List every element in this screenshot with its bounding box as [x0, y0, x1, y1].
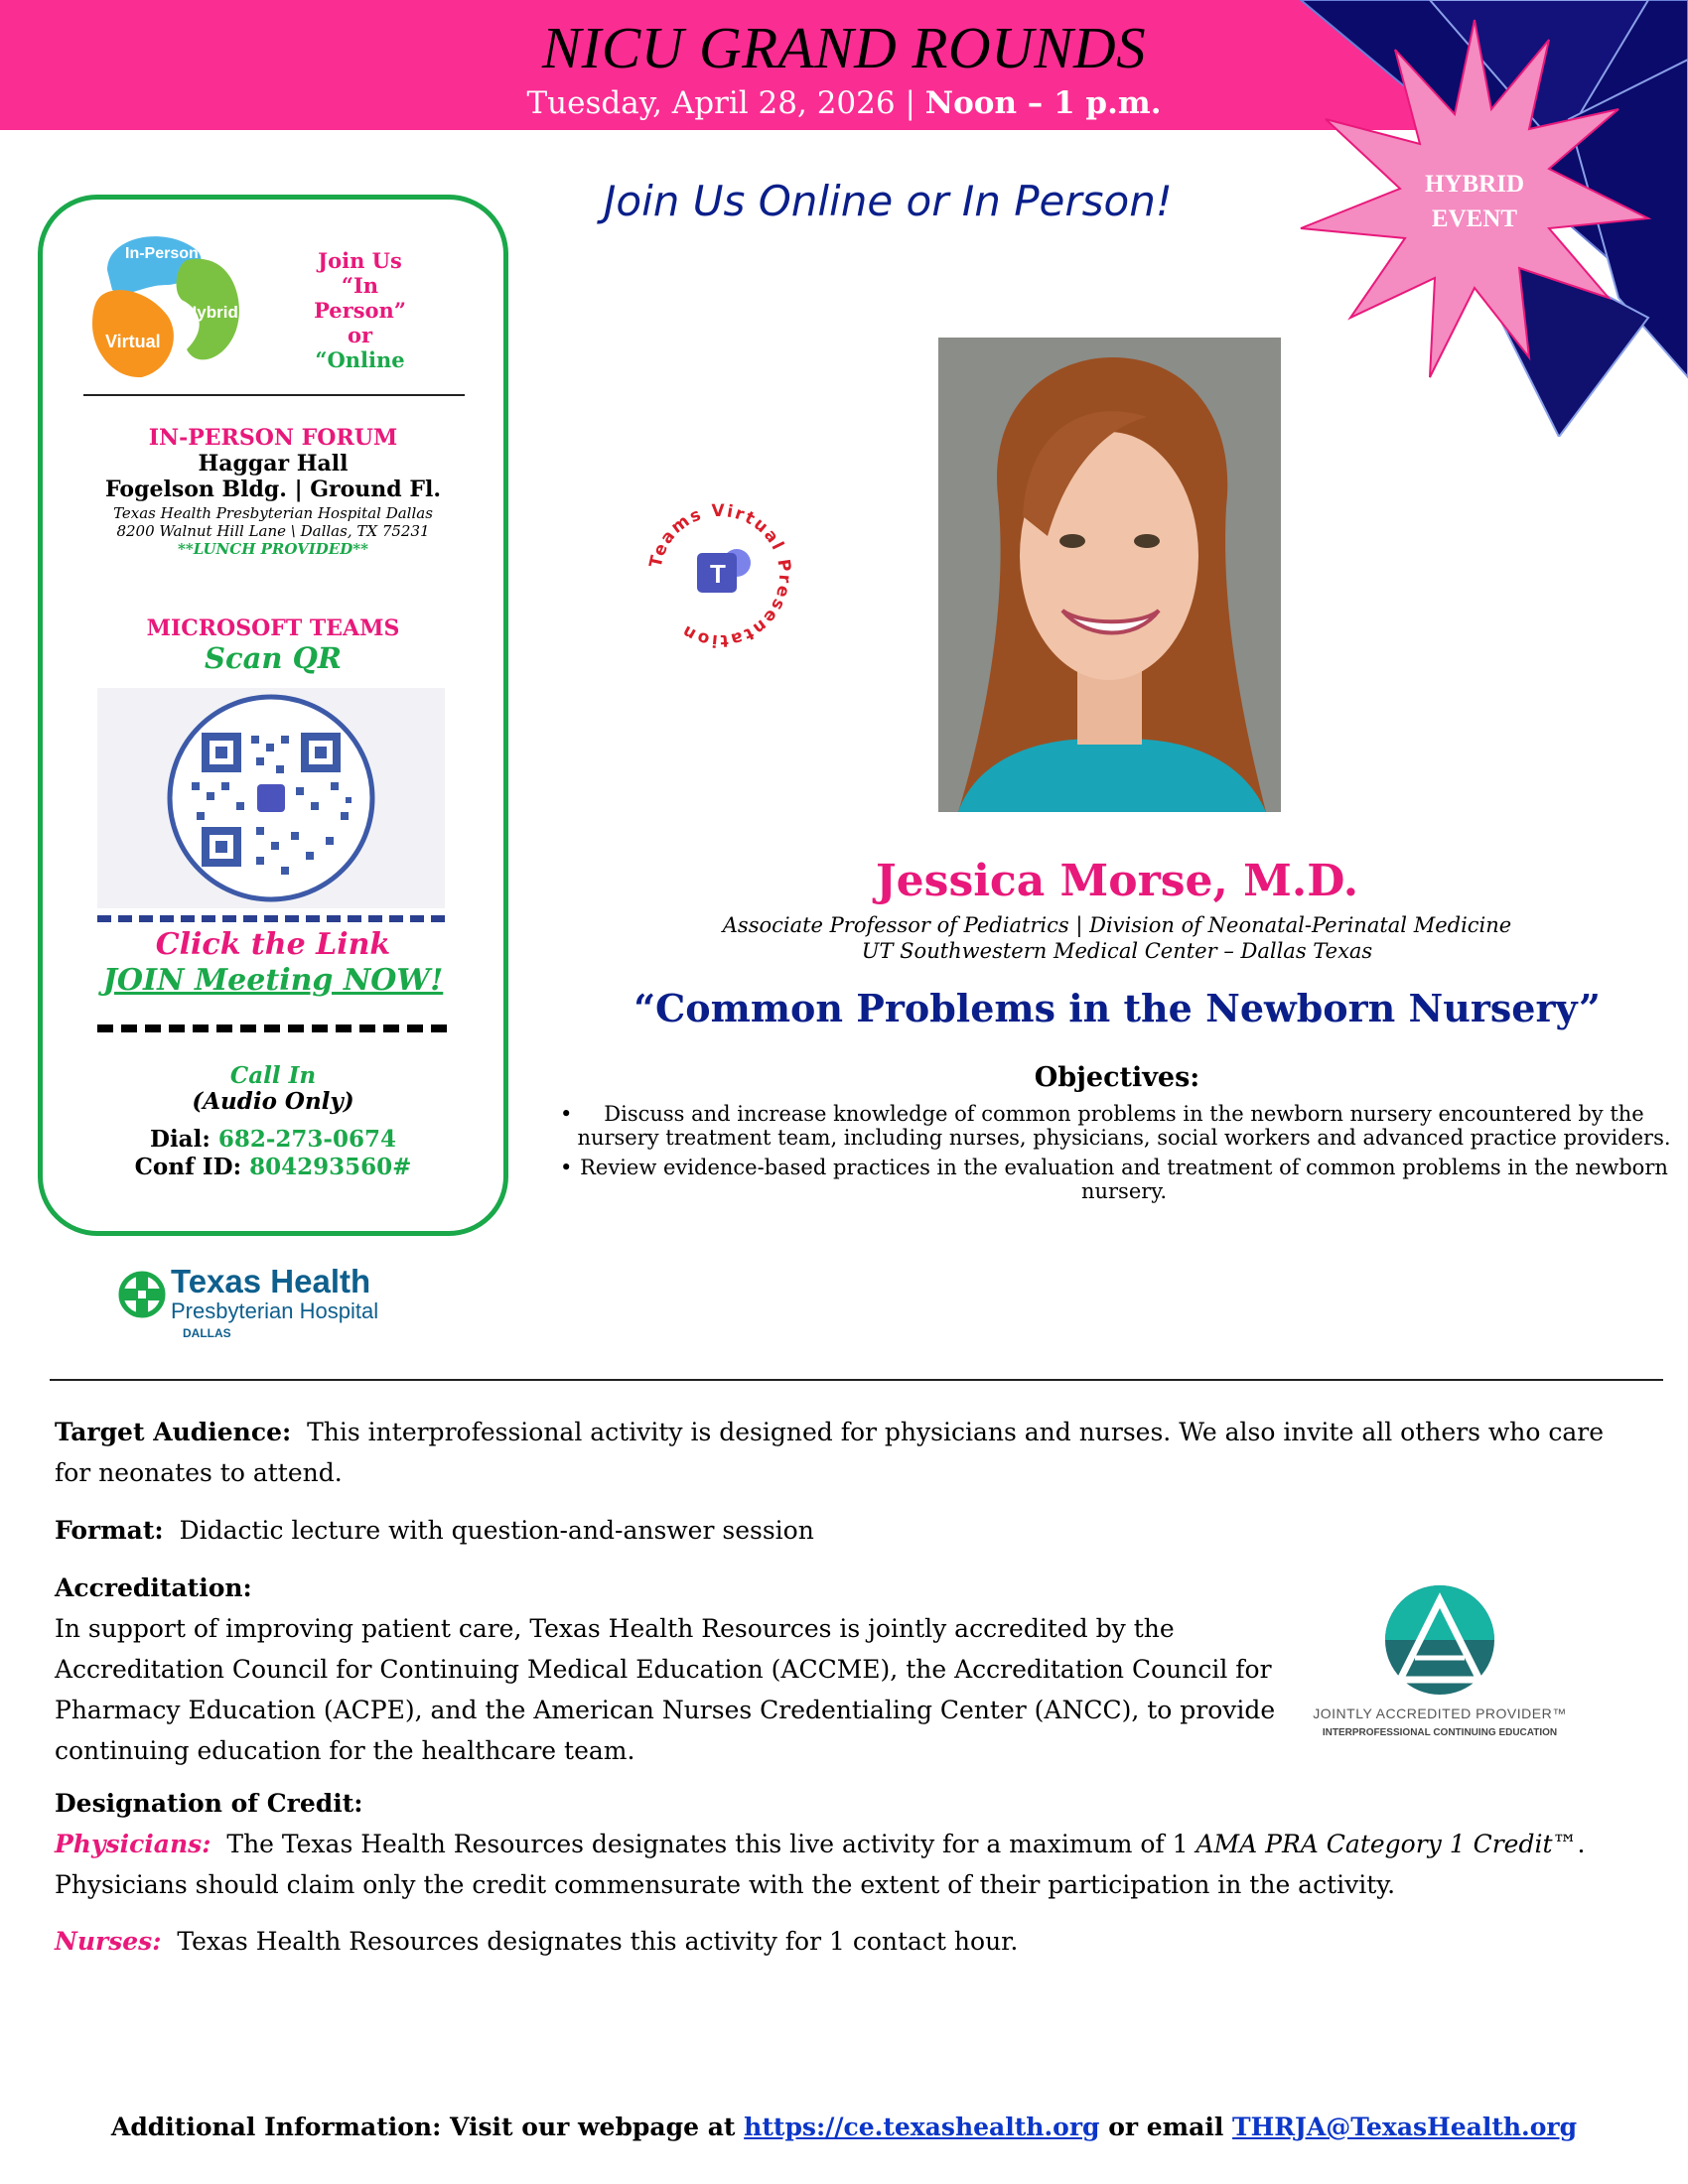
dashed-divider-black	[97, 1024, 447, 1032]
in-person-text: In-Person	[125, 245, 199, 262]
hybrid-label-line1: HYBRID	[1424, 171, 1524, 198]
click-the-link-label: Click the Link	[155, 927, 391, 962]
conf-id-label: Conf ID:	[134, 1154, 242, 1180]
qr-center-logo	[257, 784, 285, 812]
qr-module	[341, 812, 349, 820]
virtual-text: Virtual	[105, 332, 161, 351]
teams-virtual-presentation-badge	[635, 491, 804, 660]
objective-item: • Review evidence-based practices in the evaluation and treatment of common problems in the newborn nursery.	[544, 1156, 1676, 1203]
qr-finder-tr-dot	[315, 747, 327, 758]
speaker-name: Jessica Morse, M.D.	[875, 856, 1359, 906]
ja-provider-text: JOINTLY ACCREDITED PROVIDER™	[1313, 1706, 1567, 1721]
presentation-title: “Common Problems in the Newborn Nursery”	[633, 986, 1601, 1030]
qr-module	[306, 852, 314, 860]
format	[55, 1510, 1643, 1551]
dial-number-line	[38, 1126, 508, 1153]
right-eye	[1134, 534, 1160, 548]
physicians-text: The Texas Health Resources designates this live activity for a maximum of 1	[226, 1830, 1189, 1858]
email-link[interactable]: THRJA@TexasHealth.org	[1232, 2113, 1578, 2141]
qr-module	[192, 782, 200, 790]
qr-module	[311, 802, 319, 810]
speaker-portrait-image	[938, 338, 1281, 812]
speaker-photo	[938, 338, 1281, 812]
forum-hospital: Texas Health Presbyterian Hospital Dallas	[113, 504, 433, 522]
accreditation-text: In support of improving patient care, Texas Health Resources is jointly accredited by the Accreditation Council for Continuing Medical Education (ACCME), the Accreditation Council for Pharmacy Education (ACPE), and the American Nurses Credentialing Center (ANCC), to provide continuing education for the healthcare team.	[55, 1614, 1276, 1765]
qr-module	[197, 812, 205, 820]
texas-health-cross-icon	[117, 1267, 167, 1322]
accreditation-heading: Accreditation:	[55, 1573, 252, 1602]
qr-module	[266, 744, 274, 751]
target-audience-text: This interprofessional activity is designed for physicians and nurses. We also invite all others who care for neonates to attend.	[55, 1418, 1605, 1487]
nurses-credit	[55, 1921, 1643, 1962]
hospital-logo-subtitle: Presbyterian Hospital	[171, 1298, 379, 1323]
section-divider	[50, 1379, 1663, 1381]
target-audience-label: Target Audience:	[55, 1418, 292, 1446]
audio-only-label: (Audio Only)	[192, 1088, 354, 1115]
join-online-heading: Join Us Online or In Person!	[604, 177, 1173, 225]
dashed-divider-blue	[97, 915, 445, 922]
qr-module	[346, 797, 352, 803]
qr-module	[276, 765, 284, 773]
ja-interprofessional-text: INTERPROFESSIONAL CONTINUING EDUCATION	[1322, 1727, 1558, 1738]
teams-logo-letter: T	[710, 559, 726, 589]
ama-credit-text: AMA PRA Category 1 Credit	[1196, 1830, 1553, 1858]
join-us-line1: Join Us	[318, 248, 402, 273]
nurses-label: Nurses:	[55, 1927, 162, 1956]
qr-module	[251, 736, 259, 744]
footer-text-b: or email	[1108, 2113, 1224, 2141]
conf-id-value: 804293560#	[249, 1154, 412, 1180]
microsoft-teams-title: MICROSOFT TEAMS	[146, 615, 400, 641]
forum-address: 8200 Walnut Hill Lane \ Dallas, TX 75231	[116, 522, 430, 540]
objectives-heading: Objectives:	[1034, 1062, 1200, 1093]
target-audience	[55, 1412, 1643, 1493]
hybrid-event-label	[1390, 167, 1559, 236]
dial-number[interactable]: 682-273-0674	[217, 1126, 396, 1153]
event-title: NICU GRAND ROUNDS	[541, 15, 1147, 80]
qr-module	[281, 867, 289, 875]
hospital-logo-name: Texas Health	[171, 1263, 371, 1299]
hospital-logo-city: DALLAS	[183, 1326, 231, 1340]
join-us-line5: “Online	[315, 347, 405, 372]
cross-center	[138, 1291, 146, 1298]
format-label: Format:	[55, 1516, 164, 1545]
lunch-provided: **LUNCH PROVIDED**	[178, 540, 368, 558]
objectives-list	[544, 1102, 1676, 1209]
qr-finder-tl-dot	[215, 747, 227, 758]
qr-module	[296, 787, 304, 795]
scan-qr-label: Scan QR	[205, 641, 342, 675]
qr-module	[281, 736, 289, 744]
badge-arc-text: Teams Virtual Presentation	[645, 500, 795, 651]
event-date: Tuesday, April 28, 2026 |	[526, 85, 915, 121]
designation-of-credit-heading: Designation of Credit:	[55, 1789, 363, 1818]
qr-finder-bl-dot	[215, 841, 227, 853]
objective-item: • Discuss and increase knowledge of common problems in the newborn nursery encountered by the nursery treatment team, including nurses, physicians, social workers and advanced practice providers.	[544, 1102, 1676, 1150]
nurses-text: Texas Health Resources designates this activity for 1 contact hour.	[177, 1927, 1019, 1956]
qr-code-area[interactable]	[97, 688, 445, 908]
qr-module	[256, 827, 264, 835]
hybrid-format-logo	[87, 230, 246, 381]
join-meeting-link[interactable]: JOIN Meeting NOW!	[102, 963, 444, 998]
join-us-line3: Person”	[314, 298, 406, 323]
speaker-affiliation: UT Southwestern Medical Center – Dallas Texas	[861, 939, 1373, 963]
jointly-accredited-provider-logo	[1291, 1578, 1589, 1747]
webpage-link[interactable]: https://ce.texashealth.org	[744, 2113, 1100, 2141]
physicians-credit	[55, 1824, 1653, 1905]
panel-divider	[83, 394, 465, 396]
dial-label: Dial:	[150, 1126, 211, 1153]
speaker-position: Associate Professor of Pediatrics | Division of Neonatal-Perinatal Medicine	[722, 913, 1512, 937]
join-us-callout	[288, 248, 432, 372]
call-in-title: Call In	[229, 1062, 317, 1089]
footer-info	[0, 2113, 1688, 2141]
qr-code-icon[interactable]	[97, 688, 445, 908]
event-time: Noon – 1 p.m.	[924, 85, 1162, 121]
format-text: Didactic lecture with question-and-answer session	[179, 1516, 814, 1545]
left-eye	[1059, 534, 1085, 548]
qr-module	[207, 792, 214, 800]
qr-module	[326, 837, 334, 845]
physicians-claim-text: ™. Physicians should claim only the credit commensurate with the extent of their participation in the activity.	[55, 1830, 1586, 1899]
footer-text-a: Additional Information: Visit our webpage at	[110, 2113, 736, 2141]
conference-id-line	[38, 1154, 508, 1180]
forum-hall: Haggar Hall	[198, 451, 349, 477]
join-us-line4: or	[347, 323, 373, 347]
qr-module	[256, 757, 264, 765]
join-us-line2: “In	[341, 273, 379, 298]
physicians-label: Physicians:	[55, 1830, 211, 1858]
forum-building: Fogelson Bldg. | Ground Fl.	[105, 477, 441, 502]
qr-module	[331, 782, 339, 790]
qr-module	[236, 802, 244, 810]
hybrid-text: Hybrid	[185, 303, 238, 322]
qr-module	[256, 857, 264, 865]
qr-module	[221, 782, 229, 790]
hybrid-label-line2: EVENT	[1431, 205, 1518, 232]
qr-module	[271, 842, 279, 850]
qr-module	[291, 832, 299, 840]
in-person-forum-title: IN-PERSON FORUM	[148, 425, 398, 451]
